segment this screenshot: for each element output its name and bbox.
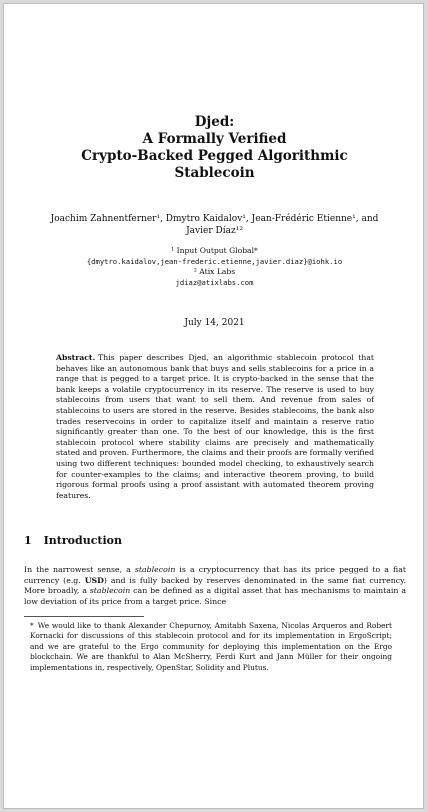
paper-title [34,114,395,182]
affiliation-1: ¹ Input Output Global* [171,246,258,255]
title-line: Stablecoin [174,165,255,181]
intro-text: In the narrowest sense, a [24,565,135,574]
authors-line-1: Joachim Zahnentferner¹, Dmytro Kaidalov¹, Jean-Frédéric Etienne¹, and [50,214,379,224]
title-line: Djed: [194,114,235,130]
intro-text: is a cryptocurrency that has its price pegged to a fiat currency (e.g. [24,565,406,585]
abstract-text: This paper describes Djed, an algorithmic stablecoin protocol that behaves like an autonomous bank that buys and sells stablecoins for a price in a range that is pegged to a target price. It is crypto-backed in the sense that the bank keeps a volatile cryptocurrency in its reserve. The reserve is used to buy stablecoins from users that want to sell them. And revenue from sales of stablecoins to users are stored in the reserve. Besides stablecoins, the bank also trades reservecoins in order to capitalize itself and maintain a reserve ratio significantly greater than one. To the best of our knowledge, this is the first stablecoin protocol where stability claims are precisely and mathematically stated and proven. Furthermore, the claims and their proofs are formally verified using two different techniques: bounded model checking, to exhaustively search for counter-examples to the claims; and interactive theorem proving, to build rigorous formal proofs using a proof assistant with automated theorem proving features. [56,353,374,500]
footnote-text: We would like to thank Alexander Chepurnoy, Amitabh Saxena, Nicolas Arqueros and Robert Kornacki for discussions of this stablecoin protocol and for its implementation in ErgoScript; and we are grateful to the Ergo community for deploying this implementation on the Ergo blockchain. We are thankful to Alan McSherry, Ferdi Kurt and Jann Müller for their ongoing implementations in, respectively, OpenStar, Solidity and Plutus. [30,621,392,672]
paper-page [3,3,424,809]
intro-term: stablecoin [134,565,176,574]
intro-currency: USD [84,575,104,585]
footnote-mark: * [30,621,34,630]
intro-term: stablecoin [89,586,131,596]
title-line: A Formally Verified [142,131,287,147]
section-heading [24,534,122,547]
authors-line-2: Javier Díaz¹² [186,226,243,236]
affiliation-1-emails: {dmytro.kaidalov,jean-frederic.etienne,javier.diaz}@iohk.io [86,256,343,266]
affiliation-2-email: jdiaz@atixlabs.com [175,277,254,287]
paper-date: July 14, 2021 [184,318,245,328]
intro-text: can be defined as a digital asset that has mechanisms to maintain a low deviation of its price from a target price. Since [24,586,406,607]
abstract-label: Abstract. [56,353,96,362]
footnote-rule [24,616,144,617]
footnote [30,621,392,673]
affiliations [34,246,395,288]
author-list [22,213,407,237]
section-number: 1 [24,534,32,547]
section-title: Introduction [43,534,122,547]
abstract [56,353,374,501]
title-line: Crypto-Backed Pegged Algorithmic [81,148,348,164]
intro-paragraph [24,565,406,608]
intro-text: ) and is fully backed by reserves denominated in the same fiat currency. More broadly, a [24,575,407,596]
affiliation-2: ² Atix Labs [193,267,236,276]
